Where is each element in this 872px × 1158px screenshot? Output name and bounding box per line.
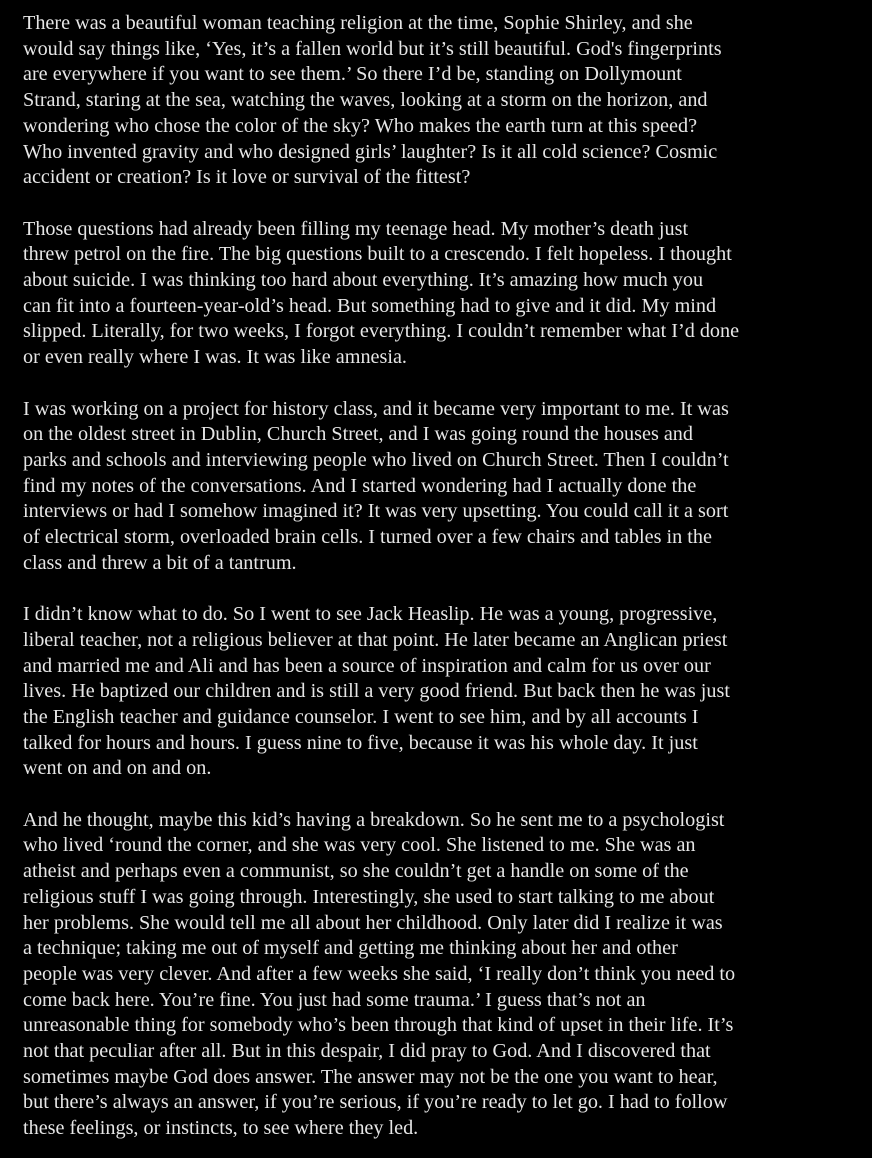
text-line: find my notes of the conversations. And I started wondering had I actually done the — [23, 474, 697, 497]
text-line: slipped. Literally, for two weeks, I forgot everything. I couldn’t remember what I’d done — [23, 320, 740, 343]
text-line: can fit into a fourteen-year-old’s head. But something had to give and it did. My mind — [23, 294, 717, 317]
text-line: about suicide. I was thinking too hard about everything. It’s amazing how much you — [23, 269, 704, 292]
text-line: parks and schools and interviewing people who lived on Church Street. Then I couldn’t — [23, 448, 729, 471]
text-line: of electrical storm, overloaded brain cells. I turned over a few chairs and tables in the — [23, 526, 712, 549]
text-line: but there’s always an answer, if you’re serious, if you’re ready to let go. I had to follow — [23, 1091, 728, 1114]
text-line: class and threw a bit of a tantrum. — [23, 551, 297, 574]
text-line: unreasonable thing for somebody who’s been through that kind of upset in their life. It’s — [23, 1014, 734, 1037]
text-line: went on and on and on. — [23, 757, 212, 780]
text-line: accident or creation? Is it love or survival of the fittest? — [23, 166, 471, 189]
text-line: sometimes maybe God does answer. The answer may not be the one you want to hear, — [23, 1065, 718, 1088]
text-line: or even really where I was. It was like amnesia. — [23, 346, 407, 369]
text-line: lives. He baptized our children and is still a very good friend. But back then he was just — [23, 680, 730, 703]
text-line: threw petrol on the fire. The big questions built to a crescendo. I felt hopeless. I thought — [23, 243, 732, 266]
document-page — [23, 11, 838, 1142]
text-line: on the oldest street in Dublin, Church Street, and I was going round the houses and — [23, 423, 693, 446]
text-line: the English teacher and guidance counselor. I went to see him, and by all accounts I — [23, 705, 699, 728]
paragraph-5 — [23, 808, 838, 1142]
text-line: And he thought, maybe this kid’s having a breakdown. So he sent me to a psychologist — [23, 808, 725, 831]
text-line: would say things like, ‘Yes, it’s a fallen world but it’s still beautiful. God's fingerprints — [23, 37, 722, 60]
text-line: a technique; taking me out of myself and getting me thinking about her and other — [23, 937, 678, 960]
paragraph-1 — [23, 11, 838, 191]
text-line: Who invented gravity and who designed girls’ laughter? Is it all cold science? Cosmic — [23, 140, 718, 163]
text-line: Strand, staring at the sea, watching the waves, looking at a storm on the horizon, and — [23, 89, 708, 112]
paragraph-4 — [23, 602, 838, 782]
paragraph-2 — [23, 217, 838, 371]
text-line: There was a beautiful woman teaching religion at the time, Sophie Shirley, and she — [23, 12, 693, 34]
text-line: I was working on a project for history class, and it became very important to me. It was — [23, 397, 729, 420]
text-line: these feelings, or instincts, to see where they led. — [23, 1117, 419, 1140]
paragraph-3 — [23, 397, 838, 577]
text-line: liberal teacher, not a religious believer at that point. He later became an Anglican priest — [23, 628, 728, 651]
text-line: talked for hours and hours. I guess nine to five, because it was his whole day. It just — [23, 731, 698, 754]
text-line: who lived ‘round the corner, and she was very cool. She listened to me. She was an — [23, 834, 696, 857]
text-line: interviews or had I somehow imagined it? It was very upsetting. You could call it a sort — [23, 500, 729, 523]
text-line: wondering who chose the color of the sky? Who makes the earth turn at this speed? — [23, 114, 698, 137]
text-line: people was very clever. And after a few weeks she said, ‘I really don’t think you need to — [23, 962, 736, 985]
text-line: her problems. She would tell me all about her childhood. Only later did I realize it was — [23, 911, 723, 934]
text-line: I didn’t know what to do. So I went to see Jack Heaslip. He was a young, progressive, — [23, 603, 718, 626]
text-line: and married me and Ali and has been a source of inspiration and calm for us over our — [23, 654, 711, 677]
text-line: not that peculiar after all. But in this despair, I did pray to God. And I discovered that — [23, 1040, 711, 1063]
text-line: Those questions had already been filling my teenage head. My mother’s death just — [23, 217, 689, 240]
text-line: atheist and perhaps even a communist, so she couldn’t get a handle on some of the — [23, 860, 689, 883]
text-line: are everywhere if you want to see them.’ So there I’d be, standing on Dollymount — [23, 63, 682, 86]
text-line: religious stuff I was going through. Interestingly, she used to start talking to me about — [23, 885, 715, 908]
text-line: come back here. You’re fine. You just had some trauma.’ I guess that’s not an — [23, 988, 646, 1011]
